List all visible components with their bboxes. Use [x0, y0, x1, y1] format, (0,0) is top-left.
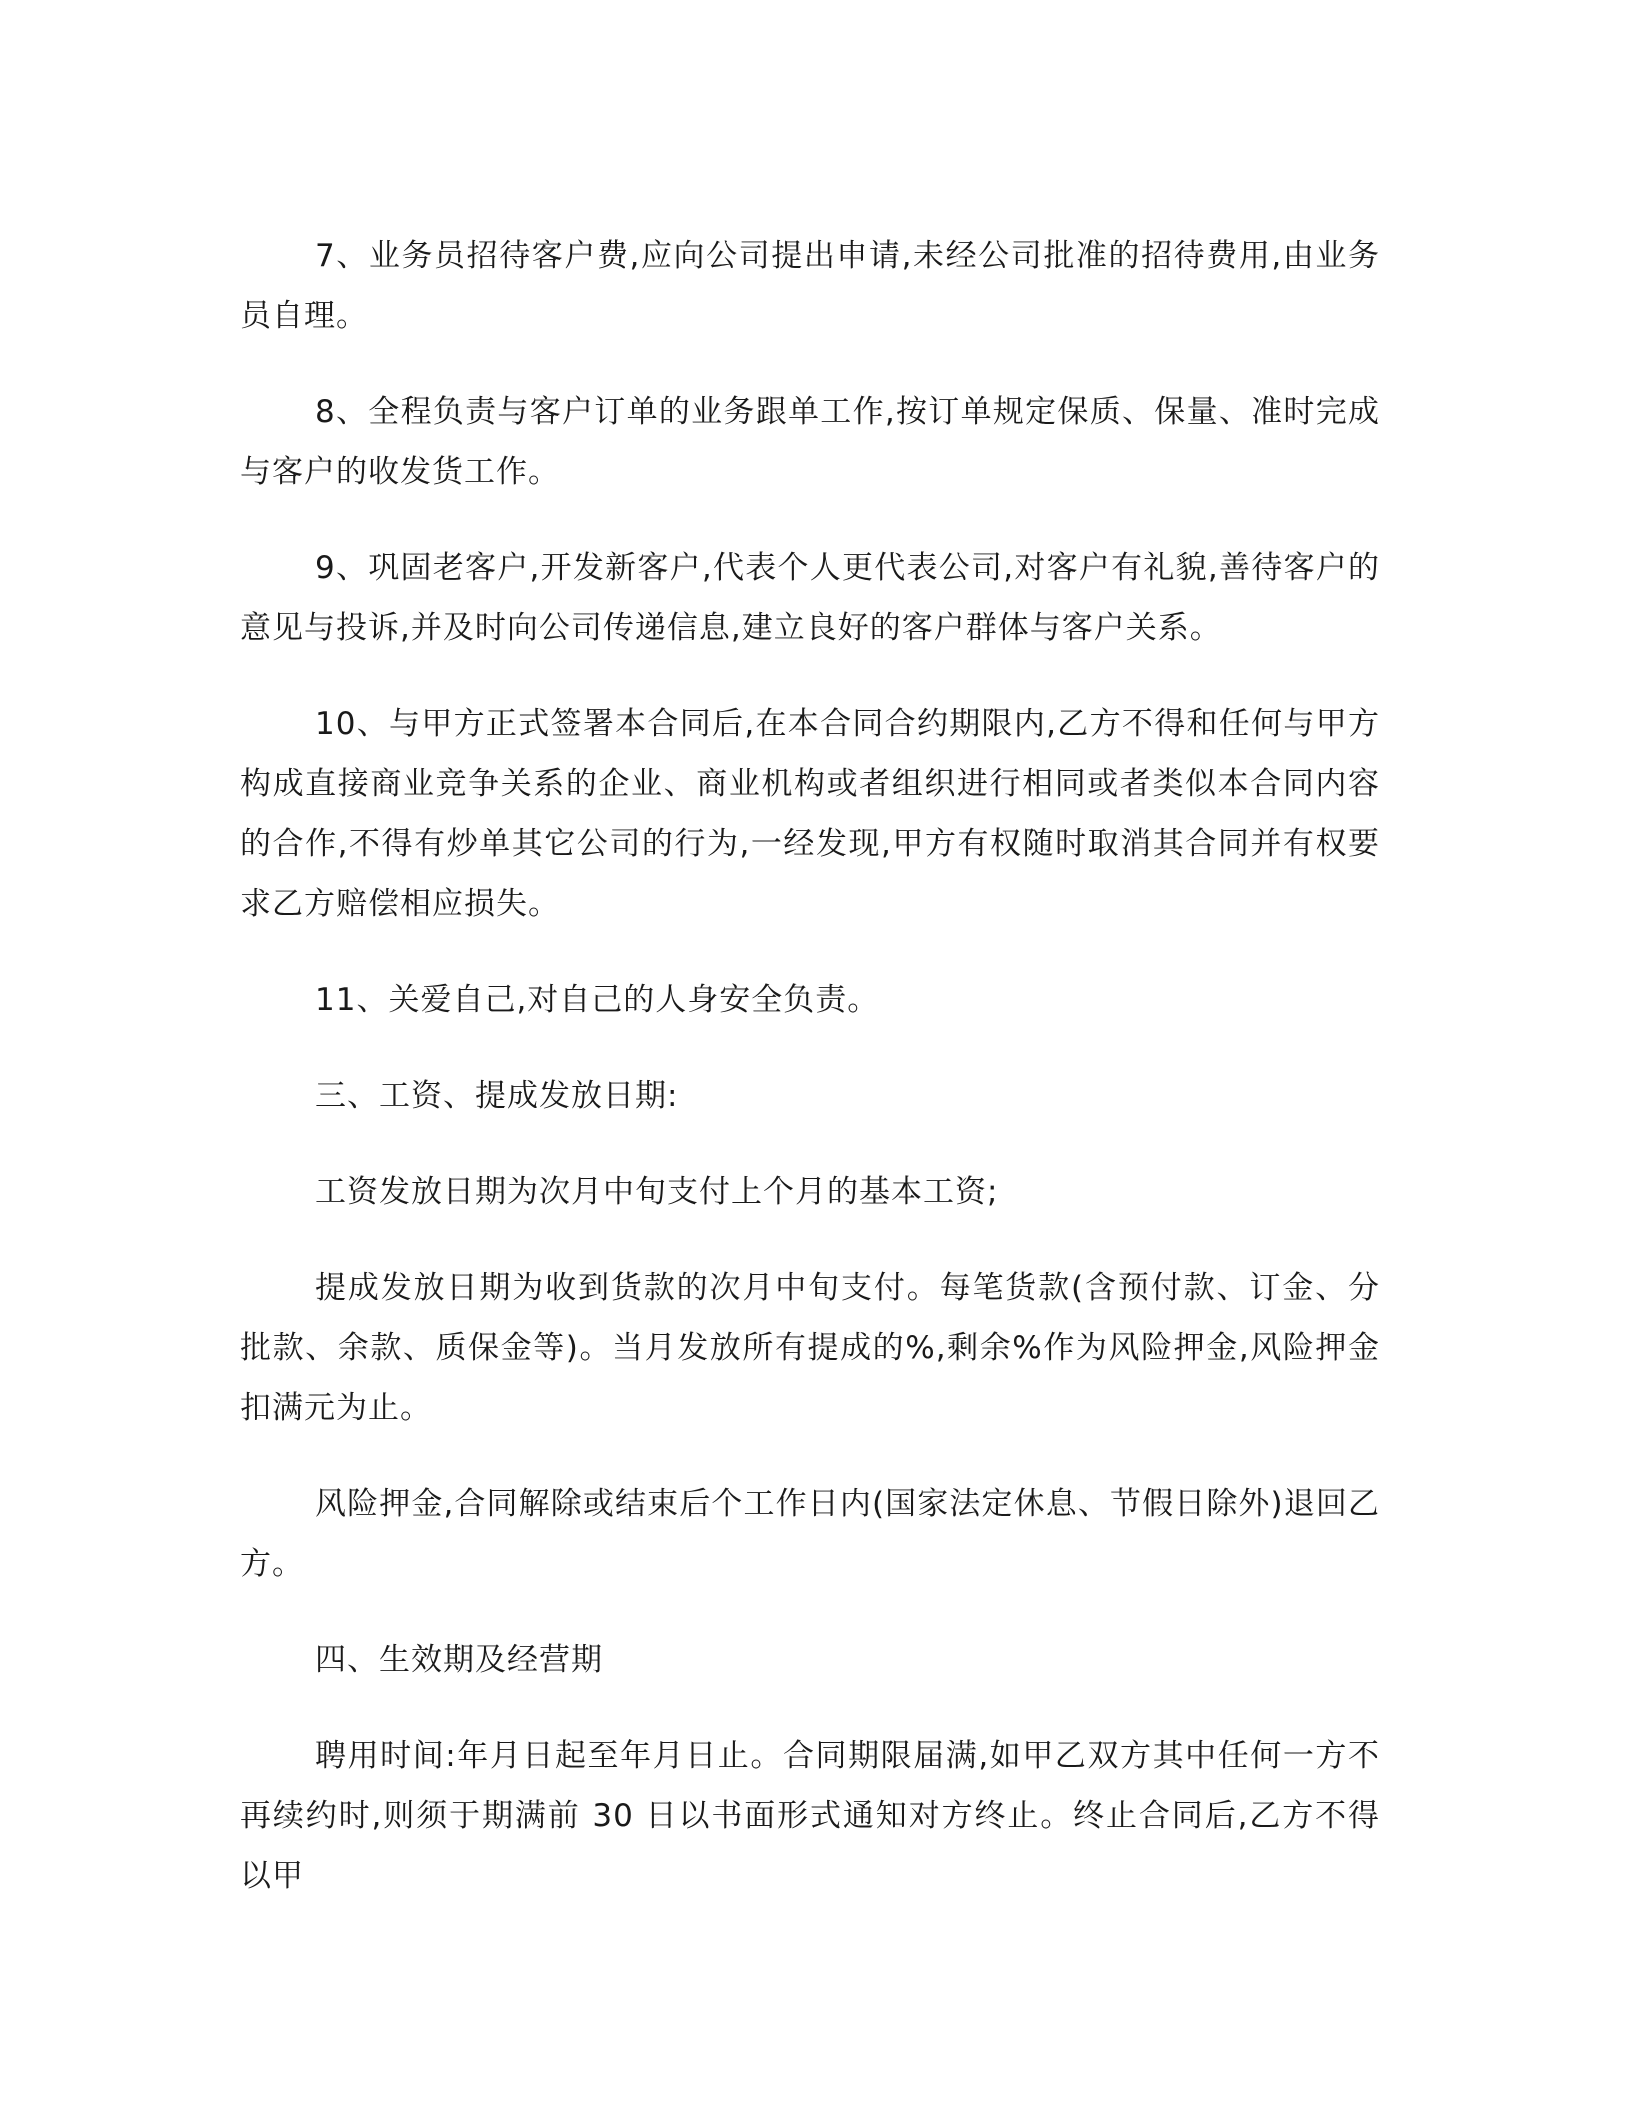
- clause-9: 9、巩固老客户,开发新客户,代表个人更代表公司,对客户有礼貌,善待客户的意见与投诉,并及时向公司传递信息,建立良好的客户群体与客户关系。: [240, 550, 1380, 646]
- commission-date-paragraph: 提成发放日期为收到货款的次月中旬支付。每笔货款(含预付款、订金、分批款、余款、质保金等)。当月发放所有提成的%,剩余%作为风险押金,风险押金扣满元为止。: [240, 1270, 1380, 1426]
- clause-10: 10、与甲方正式签署本合同后,在本合同合约期限内,乙方不得和任何与甲方构成直接商业竞争关系的企业、商业机构或者组织进行相同或者类似本合同内容的合作,不得有炒单其它公司的行为,一经发现,甲方有权随时取消其合同并有权要求乙方赔偿相应损失。: [240, 706, 1380, 922]
- clause-11: 11、关爱自己,对自己的人身安全负责。: [315, 982, 880, 1018]
- clause-7: 7、业务员招待客户费,应向公司提出申请,未经公司批准的招待费用,由业务员自理。: [240, 238, 1380, 334]
- section-4-heading: 四、生效期及经营期: [315, 1642, 603, 1678]
- employment-term-paragraph: 聘用时间:年月日起至年月日止。合同期限届满,如甲乙双方其中任何一方不再续约时,则须于期满前 30 日以书面形式通知对方终止。终止合同后,乙方不得以甲: [240, 1738, 1380, 1894]
- section-3-heading: 三、工资、提成发放日期:: [315, 1078, 679, 1114]
- clause-8: 8、全程负责与客户订单的业务跟单工作,按订单规定保质、保量、准时完成与客户的收发货工作。: [240, 394, 1380, 490]
- salary-date-paragraph: 工资发放日期为次月中旬支付上个月的基本工资;: [315, 1174, 999, 1210]
- risk-deposit-paragraph: 风险押金,合同解除或结束后个工作日内(国家法定休息、节假日除外)退回乙方。: [240, 1486, 1380, 1582]
- document-body: [240, 226, 1380, 1942]
